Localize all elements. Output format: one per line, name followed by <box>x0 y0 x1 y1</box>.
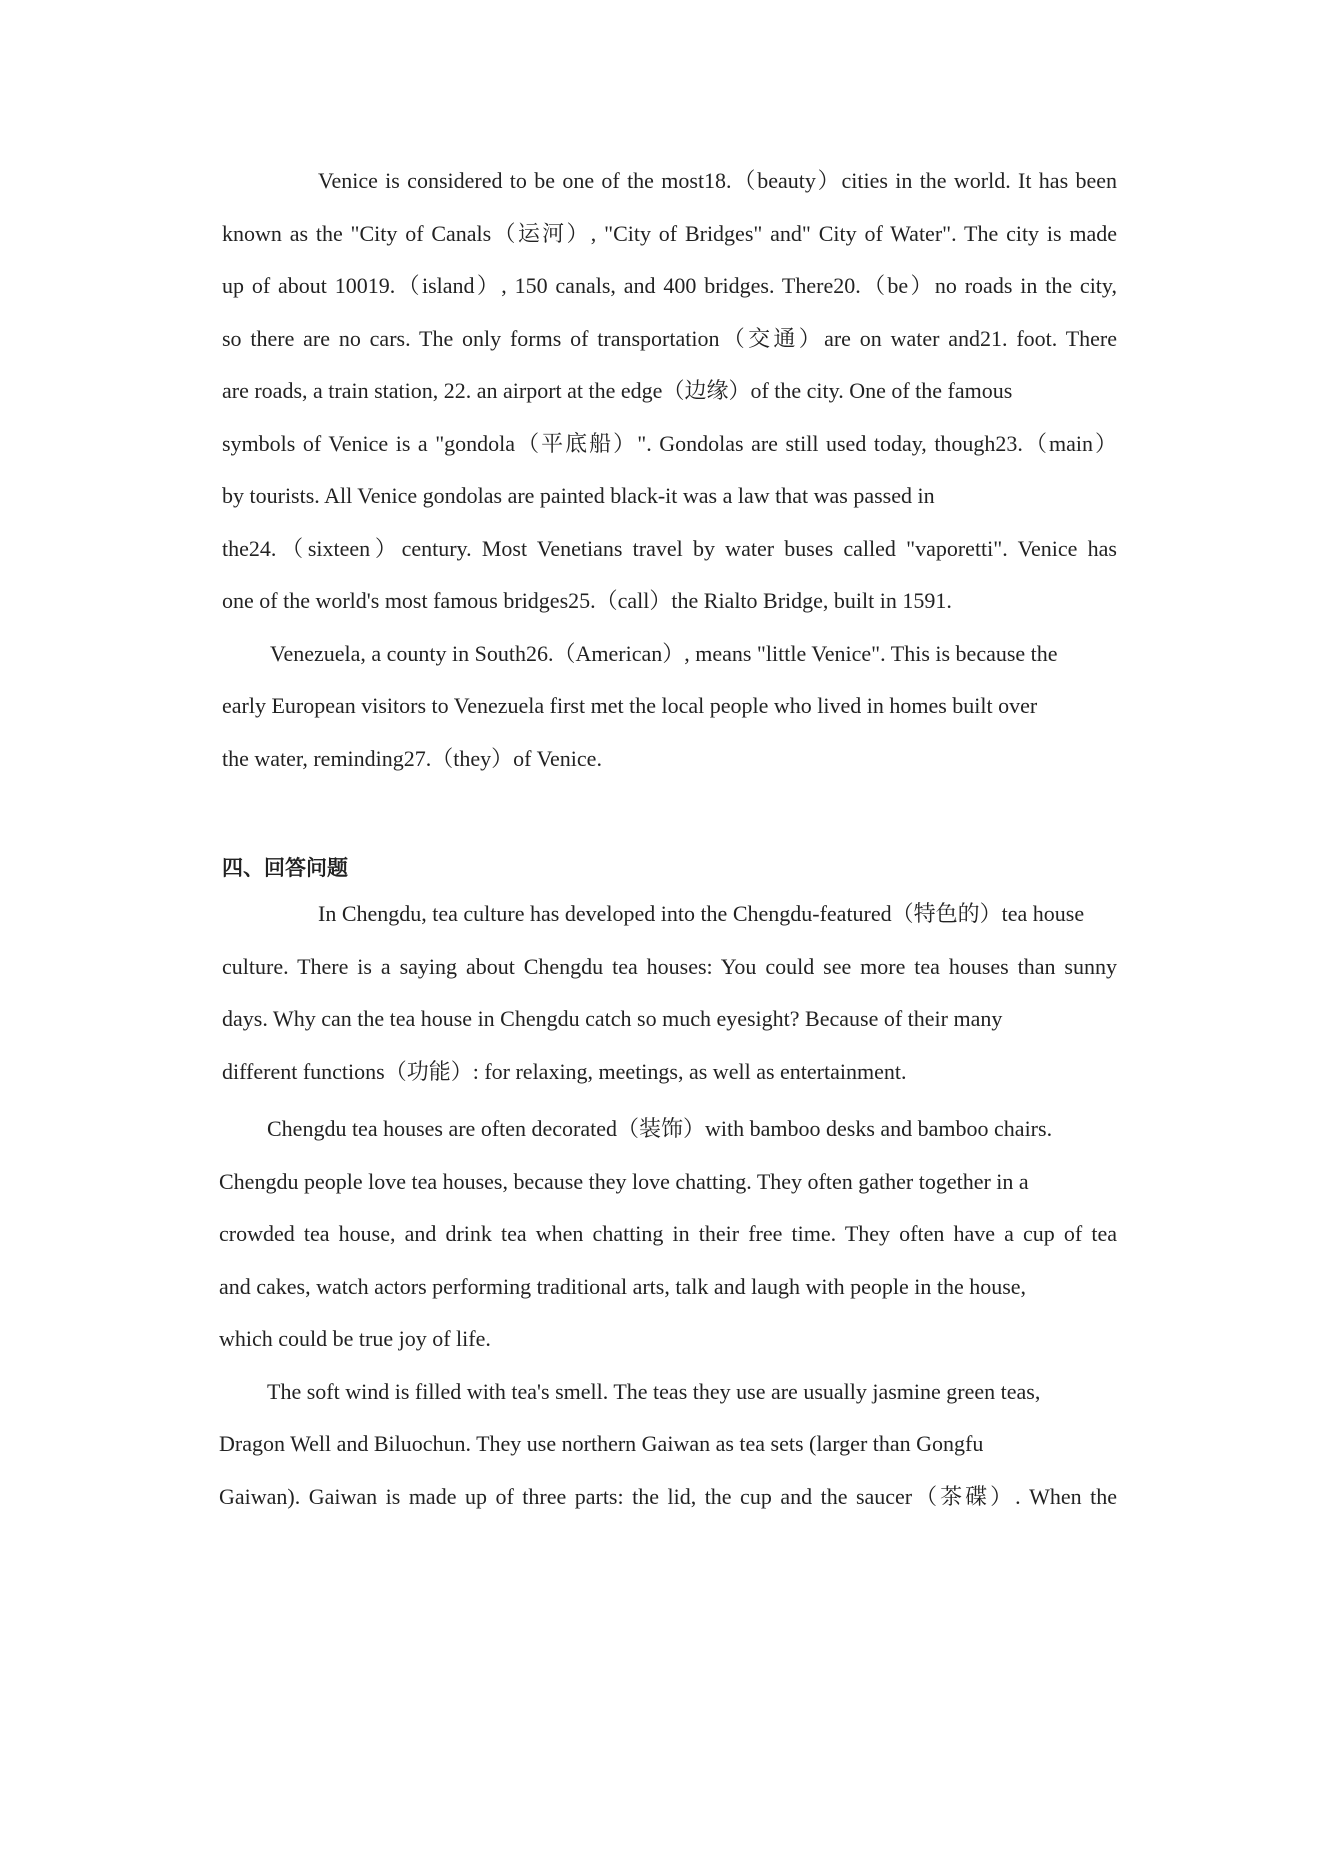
paragraph-line: days. Why can the tea house in Chengdu catch so much eyesight? Because of their many <box>222 1006 1003 1031</box>
tea-paragraph-1 <box>222 888 1117 1098</box>
passage-line: the24.（sixteen）century. Most Venetians travel by water buses called "vaporetti". Venice has <box>222 535 1117 561</box>
passage-line: by tourists. All Venice gondolas are painted black-it was a law that was passed in <box>222 483 935 508</box>
passage-line: symbols of Venice is a "gondola（平底船）". Gondolas are still used today, though23.（main） <box>222 430 1117 456</box>
venice-passage <box>222 155 1117 785</box>
passage-line: Venice is considered to be one of the most18.（beauty）cities in the world. It has been <box>318 168 1117 193</box>
passage-line: known as the "City of Canals（运河）, "City of Bridges" and" City of Water". The city is made <box>222 220 1117 246</box>
passage-line: up of about 10019.（island）, 150 canals, and 400 bridges. There20.（be）no roads in the city, <box>222 273 1117 298</box>
passage-line: the water, reminding27.（they）of Venice. <box>222 745 602 771</box>
passage-line: so there are no cars. The only forms of transportation（交通）are on water and21. foot. There <box>222 325 1117 351</box>
paragraph-line: culture. There is a saying about Chengdu tea houses: You could see more tea houses than sunny <box>222 953 1117 979</box>
paragraph-line: Chengdu tea houses are often decorated（装饰）with bamboo desks and bamboo chairs. <box>267 1116 1053 1141</box>
paragraph-line: Gaiwan). Gaiwan is made up of three parts: the lid, the cup and the saucer（茶碟）. When the <box>219 1483 1117 1509</box>
tea-paragraph-2 <box>219 1103 1117 1523</box>
section-heading: 四、回答问题 <box>222 856 348 880</box>
paragraph-line: which could be true joy of life. <box>219 1326 491 1351</box>
paragraph-line: Dragon Well and Biluochun. They use northern Gaiwan as tea sets (larger than Gongfu <box>219 1431 984 1456</box>
paragraph-line: In Chengdu, tea culture has developed into the Chengdu-featured（特色的）tea house <box>318 901 1085 926</box>
paragraph-line: crowded tea house, and drink tea when chatting in their free time. They often have a cup of tea <box>219 1221 1117 1246</box>
passage-line: one of the world's most famous bridges25.（call）the Rialto Bridge, built in 1591. <box>222 588 952 613</box>
passage-line: Venezuela, a county in South26.（American）, means "little Venice". This is because the <box>270 640 1058 666</box>
paragraph-line: different functions（功能）: for relaxing, meetings, as well as entertainment. <box>222 1058 907 1084</box>
paragraph-line: The soft wind is filled with tea's smell. The teas they use are usually jasmine green teas, <box>267 1378 1041 1404</box>
passage-line: are roads, a train station, 22. an airport at the edge（边缘）of the city. One of the famous <box>222 378 1013 403</box>
passage-line: early European visitors to Venezuela first met the local people who lived in homes built over <box>222 693 1038 718</box>
paragraph-line: and cakes, watch actors performing traditional arts, talk and laugh with people in the house, <box>219 1273 1027 1299</box>
paragraph-line: Chengdu people love tea houses, because they love chatting. They often gather together in a <box>219 1168 1029 1194</box>
